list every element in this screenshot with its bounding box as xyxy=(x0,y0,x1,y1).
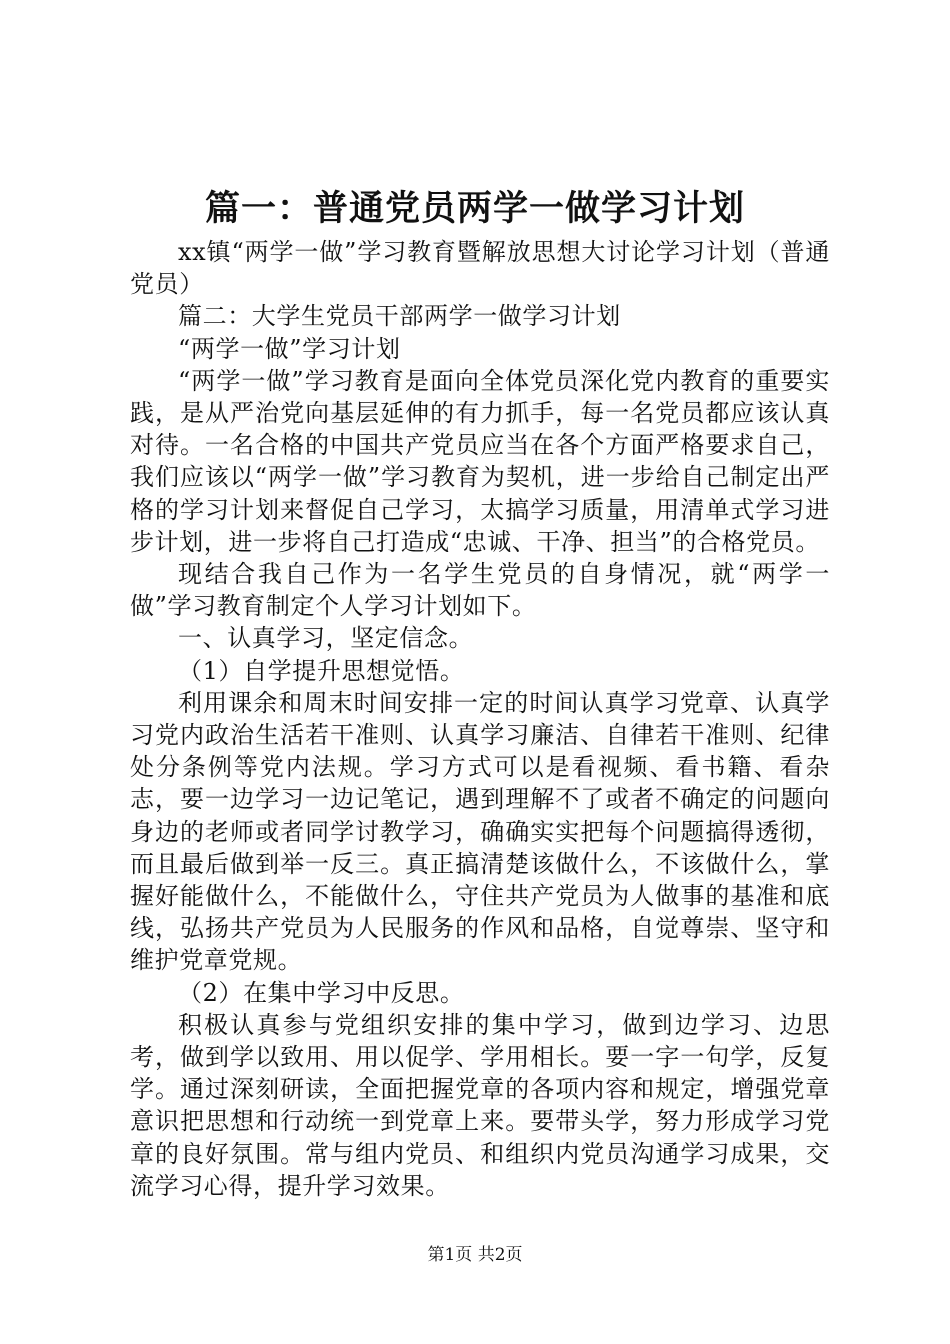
paragraph-part-two-heading: 篇二：大学生党员干部两学一做学习计划 xyxy=(178,302,621,331)
paragraph-plan-subtitle: “两学一做”学习计划 xyxy=(178,334,401,363)
paragraph-intro: “两学一做”学习教育是面向全体党员深化党内教育的重要实践，是从严治党向基层延伸的有力抓手，每一名党员都应该认真对待。一名合格的中国共产党员应当在各个方面严格要求自己，我们应该以“两学一做”学习教育为契机，进一步给自己制定出严格的学习计划来督促自己学习，太搞学习质量，用清单式学习进步计划，进一步将自己打造成“忠诚、干净、担当”的合格党员。 xyxy=(130,366,830,556)
subsection-heading-1: （1）自学提升思想觉悟。 xyxy=(178,656,465,685)
paragraph-town-plan-heading: xx镇“两学一做”学习教育暨解放思想大讨论学习计划（普通党员） xyxy=(130,238,830,299)
document-body xyxy=(130,236,830,1202)
subsection-heading-2: （2）在集中学习中反思。 xyxy=(178,978,465,1007)
section-heading-one: 一、认真学习，坚定信念。 xyxy=(178,624,474,653)
paragraph-group-study: 积极认真参与党组织安排的集中学习，做到边学习、边思考，做到学以致用、用以促学、学用相长。要一字一句学，反复学。通过深刻研读，全面把握党章的各项内容和规定，增强党章意识把思想和行动统一到党章上来。要带头学，努力形成学习党章的良好氛围。常与组内党员、和组织内党员沟通学习成果，交流学习心得，提升学习效果。 xyxy=(130,1010,830,1200)
paragraph-personal-plan: 现结合我自己作为一名学生党员的自身情况，就“两学一做”学习教育制定个人学习计划如下。 xyxy=(130,560,830,621)
paragraph-self-study: 利用课余和周末时间安排一定的时间认真学习党章、认真学习党内政治生活若干准则、认真学习廉洁、自律若干准则、纪律处分条例等党内法规。学习方式可以是看视频、看书籍、看杂志，要一边学习一边记笔记，遇到理解不了或者不确定的问题向身边的老师或者同学讨教学习，确确实实把每个问题搞得透彻，而且最后做到举一反三。真正搞清楚该做什么，不该做什么，掌握好能做什么，不能做什么，守住共产党员为人做事的基准和底线，弘扬共产党员为人民服务的作风和品格，自觉尊崇、坚守和维护党章党规。 xyxy=(130,688,830,975)
document-title: 篇一：普通党员两学一做学习计划 xyxy=(204,188,745,229)
page-number-footer: 第1页 共2页 xyxy=(427,1245,523,1265)
